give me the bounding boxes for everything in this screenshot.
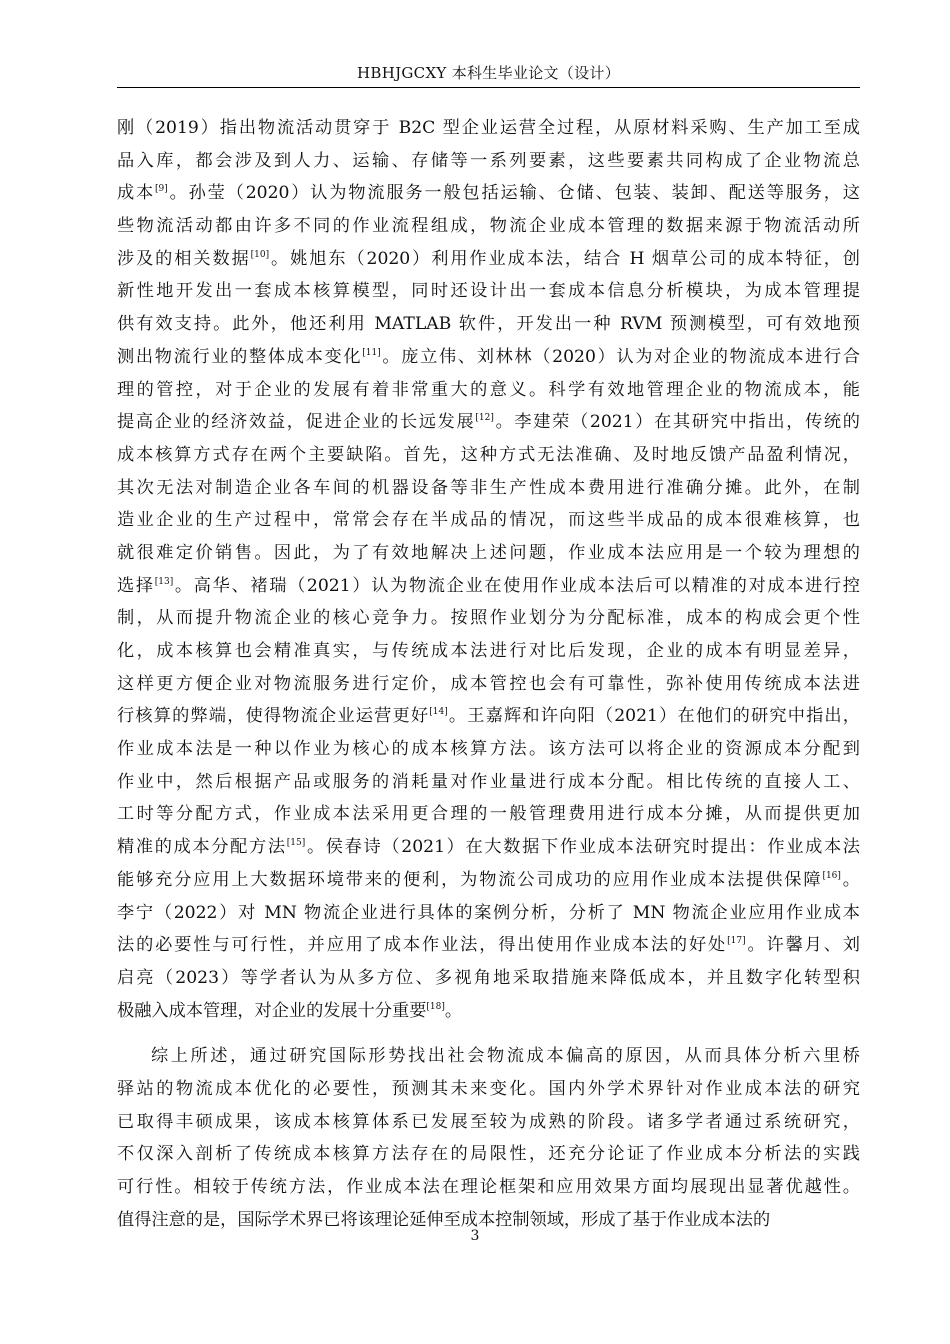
text-run: 。王嘉辉和许向阳（2021）在他们的研究中指出，	[447, 706, 860, 727]
citation-marker: [10]	[250, 249, 270, 260]
text-line	[117, 798, 860, 831]
text-run: 新性地开发出一套成本核算模型，同时还设计出一套成本信息分析模块，为成本管理提	[117, 281, 860, 302]
text-line	[117, 537, 860, 570]
citation-marker: [9]	[155, 184, 168, 195]
text-line	[117, 341, 860, 374]
text-run: 成本	[117, 183, 156, 204]
header-rule	[117, 87, 860, 88]
text-run: 精准的成本分配方法	[117, 837, 287, 858]
text-run: 已取得丰硕成果，该成本核算体系已发展至较为成熟的阶段。诸多学者通过系统研究，	[117, 1111, 860, 1132]
text-run: 些物流活动都由许多不同的作业流程组成，物流企业成本管理的数据来源于物流活动所	[117, 216, 860, 237]
text-line	[117, 1073, 860, 1106]
text-line	[117, 406, 860, 439]
text-line	[117, 831, 860, 864]
text-line	[117, 864, 860, 897]
text-run: 作业中，然后根据产品或服务的消耗量对作业量进行成本分配。相比传统的直接人工、	[117, 771, 860, 792]
text-line	[117, 700, 860, 733]
text-line	[117, 1138, 860, 1171]
text-line	[117, 602, 860, 635]
text-line	[117, 504, 860, 537]
text-run: 值得注意的是，国际学术界已将该理论延伸至成本控制领域，形成了基于作业成本法的	[117, 1209, 771, 1230]
text-line	[117, 1171, 860, 1204]
text-line	[117, 929, 860, 962]
running-header: HBHJGCXY 本科生毕业论文（设计）	[356, 64, 620, 82]
text-run: 行核算的弊端，使得物流企业运营更好	[117, 706, 430, 727]
text-line	[117, 1040, 860, 1073]
paragraph	[117, 1040, 860, 1236]
text-run: 能够充分应用上大数据环境带来的便利，为物流公司成功的应用作业成本法提供保障	[117, 869, 823, 890]
text-run: 。庞立伟、刘林林（2020）认为对企业的物流成本进行合	[380, 346, 860, 367]
text-run: 涉及的相关数据	[117, 248, 251, 269]
text-line	[117, 1106, 860, 1139]
text-line	[117, 374, 860, 407]
text-line	[117, 439, 860, 472]
text-line	[117, 635, 860, 668]
text-run: 制，从而提升物流企业的核心竞争力。按照作业划分为分配标准，成本的构成会更个性	[117, 608, 860, 629]
text-run: 。	[840, 869, 860, 890]
text-run: 。姚旭东（2020）利用作业成本法，结合 H 烟草公司的成本特征，创	[269, 248, 860, 269]
text-line	[117, 570, 860, 603]
citation-marker: [16]	[822, 870, 841, 881]
citation-marker: [13]	[154, 576, 174, 587]
text-run: 作业成本法是一种以作业为核心的成本核算方法。该方法可以将企业的资源成本分配到	[117, 739, 860, 760]
text-run: 理的管控，对于企业的发展有着非常重大的意义。科学有效地管理企业的物流成本，能	[117, 379, 860, 400]
text-line	[117, 962, 860, 995]
text-line	[117, 897, 860, 930]
text-line	[117, 995, 860, 1028]
text-run: 启亮（2023）等学者认为从多方位、多视角地采取措施来降低成本，并且数字化转型积	[117, 967, 860, 988]
text-run: 这样更方便企业对物流服务进行定价，成本管控也会有可靠性，弥补使用传统成本法进	[117, 673, 860, 694]
text-run: 驿站的物流成本优化的必要性，预测其未来变化。国内外学术界针对作业成本法的研究	[117, 1078, 860, 1099]
text-run: 工时等分配方式，作业成本法采用更合理的一般管理费用进行成本分摊，从而提供更加	[117, 804, 860, 825]
text-run: 供有效支持。此外，他还利用 MATLAB 软件，开发出一种 RVM 预测模型，可有效地预	[117, 314, 860, 335]
text-line	[117, 733, 860, 766]
text-run: 。许馨月、刘	[745, 935, 860, 956]
text-run: 成本核算方式存在两个主要缺陷。首先，这种方式无法准确、及时地反馈产品盈利情况，	[117, 444, 860, 465]
text-line	[117, 210, 860, 243]
text-run: 测出物流行业的整体成本变化	[117, 346, 363, 367]
text-run: 就很难定价销售。因此，为了有效地解决上述问题，作业成本法应用是一个较为理想的	[117, 542, 860, 563]
text-run: 造业企业的生产过程中，常常会存在半成品的情况，而这些半成品的成本很难核算，也	[117, 510, 860, 531]
text-line	[117, 243, 860, 276]
text-run: 极融入成本管理，对企业的发展十分重要	[117, 1000, 427, 1021]
text-line	[117, 275, 860, 308]
text-run: 化，成本核算也会精准真实，与传统成本法进行对比后发现，企业的成本有明显差异，	[117, 641, 860, 661]
text-run: 综上所述，通过研究国际形势找出社会物流成本偏高的原因，从而具体分析六里桥	[151, 1046, 860, 1067]
citation-marker: [15]	[286, 838, 306, 849]
text-line	[117, 177, 860, 210]
text-line	[117, 766, 860, 799]
citation-marker: [12]	[475, 413, 494, 424]
text-run: 品入库，都会涉及到人力、运输、存储等一系列要素，这些要素共同构成了企业物流总	[117, 150, 860, 171]
text-run: 。李建荣（2021）在其研究中指出，传统的	[493, 412, 860, 433]
text-run: 。孙莹（2020）认为物流服务一般包括运输、仓储、包装、装卸、配送等服务，这	[167, 183, 860, 204]
text-line	[117, 145, 860, 178]
text-run: 法的必要性与可行性，并应用了成本作业法，得出使用作业成本法的好处	[117, 935, 728, 956]
paragraph	[117, 112, 860, 1027]
text-run: 。高华、褚瑞（2021）认为物流企业在使用作业成本法后可以精准的对成本进行控	[173, 575, 860, 596]
text-line	[117, 668, 860, 701]
text-line	[117, 112, 860, 145]
page-number: 3	[470, 1228, 480, 1244]
text-run: 刚（2019）指出物流活动贯穿于 B2C 型企业运营全过程，从原材料采购、生产加工至成	[117, 118, 860, 138]
paragraph-gap	[117, 1027, 860, 1040]
text-line	[117, 308, 860, 341]
citation-marker: [17]	[727, 936, 746, 947]
body-text	[117, 112, 860, 1236]
text-run: 其次无法对制造企业各车间的机器设备等非生产性成本费用进行准确分摊。此外，在制	[117, 477, 860, 498]
text-run: 可行性。相较于传统方法，作业成本法在理论框架和应用效果方面均展现出显著优越性。	[117, 1177, 860, 1197]
text-run: 选择	[117, 575, 155, 596]
text-run: 。	[444, 1000, 463, 1021]
citation-marker: [18]	[426, 1001, 445, 1012]
text-run: 李宁（2022）对 MN 物流企业进行具体的案例分析，分析了 MN 物流企业应用作业成本	[117, 902, 860, 923]
text-line	[117, 472, 860, 505]
text-run: 提高企业的经济效益，促进企业的长远发展	[117, 412, 476, 433]
citation-marker: [14]	[429, 707, 448, 718]
text-run: 不仅深入剖析了传统成本核算方法存在的局限性，还充分论证了作业成本分析法的实践	[117, 1144, 860, 1165]
citation-marker: [11]	[362, 347, 381, 358]
text-run: 。侯春诗（2021）在大数据下作业成本法研究时提出：作业成本法	[305, 837, 860, 858]
